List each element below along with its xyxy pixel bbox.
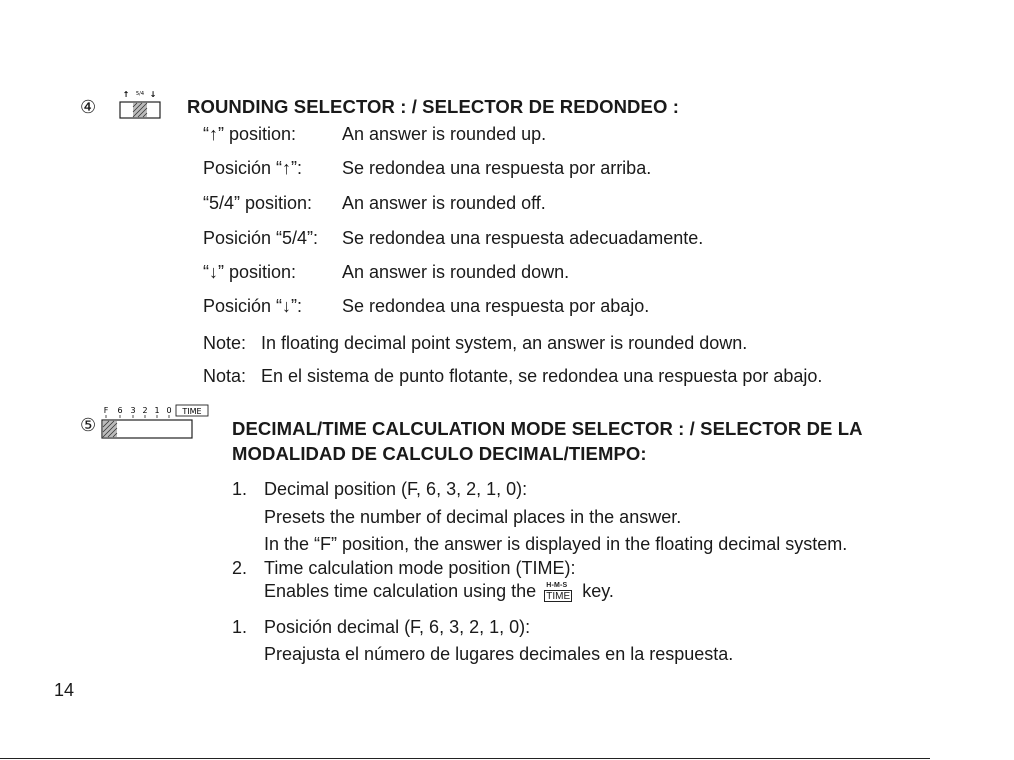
row-label: “↑” position: (203, 124, 297, 144)
item-line: Presets the number of decimal places in the answer. (264, 507, 682, 527)
up-arrow-icon: ↑ (282, 158, 292, 178)
note-text: En el sistema de punto flotante, se redondea una respuesta por abajo. (261, 366, 823, 386)
row-label: “↓” position: (203, 262, 297, 282)
decimal-time-selector-icon (100, 404, 212, 440)
item-number: 1. (232, 479, 248, 499)
row-desc: An answer is rounded off. (342, 193, 546, 213)
note-label: Note: (203, 333, 247, 353)
up-arrow-icon: ↑ (209, 124, 218, 144)
decimal-1-mark: 1 (154, 406, 160, 415)
rounding-selector-heading: ROUNDING SELECTOR : / SELECTOR DE REDONDEO : (187, 96, 679, 117)
time-mark: TIME (182, 407, 202, 416)
item-line: Enables time calculation using the H-M-S TIME key. (264, 581, 614, 602)
row-desc: An answer is rounded up. (342, 124, 547, 144)
row-label: “5/4” position: (203, 193, 313, 213)
page-number: 14 (54, 680, 75, 700)
section-number-5: ⑤ (80, 415, 97, 435)
item-line: In the “F” position, the answer is displayed in the floating decimal system. (264, 534, 848, 554)
decimal-2-mark: 2 (142, 406, 148, 415)
decimal-6-mark: 6 (117, 406, 123, 415)
row-label: Posición “↑”: (203, 158, 303, 178)
row-desc: Se redondea una respuesta por abajo. (342, 296, 650, 316)
decimal-0-mark: 0 (166, 406, 172, 415)
rounding-54-mark: 5/4 (135, 91, 145, 97)
rounding-down-mark: ↓ (149, 90, 157, 99)
time-key-icon: H-M-S TIME (543, 580, 575, 602)
item-title: Posición decimal (F, 6, 3, 2, 1, 0): (264, 617, 531, 637)
rounding-up-mark: ↑ (122, 90, 130, 99)
row-desc: Se redondea una respuesta adecuadamente. (342, 228, 704, 248)
item-title: Time calculation mode position (TIME): (264, 558, 576, 578)
note-label: Nota: (203, 366, 247, 386)
row-desc: An answer is rounded down. (342, 262, 570, 282)
down-arrow-icon: ↓ (209, 262, 218, 282)
item-number: 2. (232, 558, 248, 578)
item-line: Preajusta el número de lugares decimales en la respuesta. (264, 644, 734, 664)
row-label: Posición “↓”: (203, 296, 303, 316)
down-arrow-icon: ↓ (282, 296, 292, 316)
item-number: 1. (232, 617, 248, 637)
row-desc: Se redondea una respuesta por arriba. (342, 158, 652, 178)
note-text: In floating decimal point system, an answer is rounded down. (261, 333, 748, 353)
bottom-rule (0, 758, 930, 759)
section-number-4: ④ (80, 97, 97, 117)
row-label: Posición “5/4”: (203, 228, 319, 248)
decimal-f-mark: F (103, 406, 109, 415)
item-title: Decimal position (F, 6, 3, 2, 1, 0): (264, 479, 528, 499)
decimal-3-mark: 3 (130, 406, 136, 415)
decimal-time-heading-line2: MODALIDAD DE CALCULO DECIMAL/TIEMPO: (232, 443, 647, 464)
rounding-selector-icon (116, 88, 164, 120)
decimal-time-heading-line1: DECIMAL/TIME CALCULATION MODE SELECTOR : / SELECTOR DE LA (232, 418, 863, 439)
